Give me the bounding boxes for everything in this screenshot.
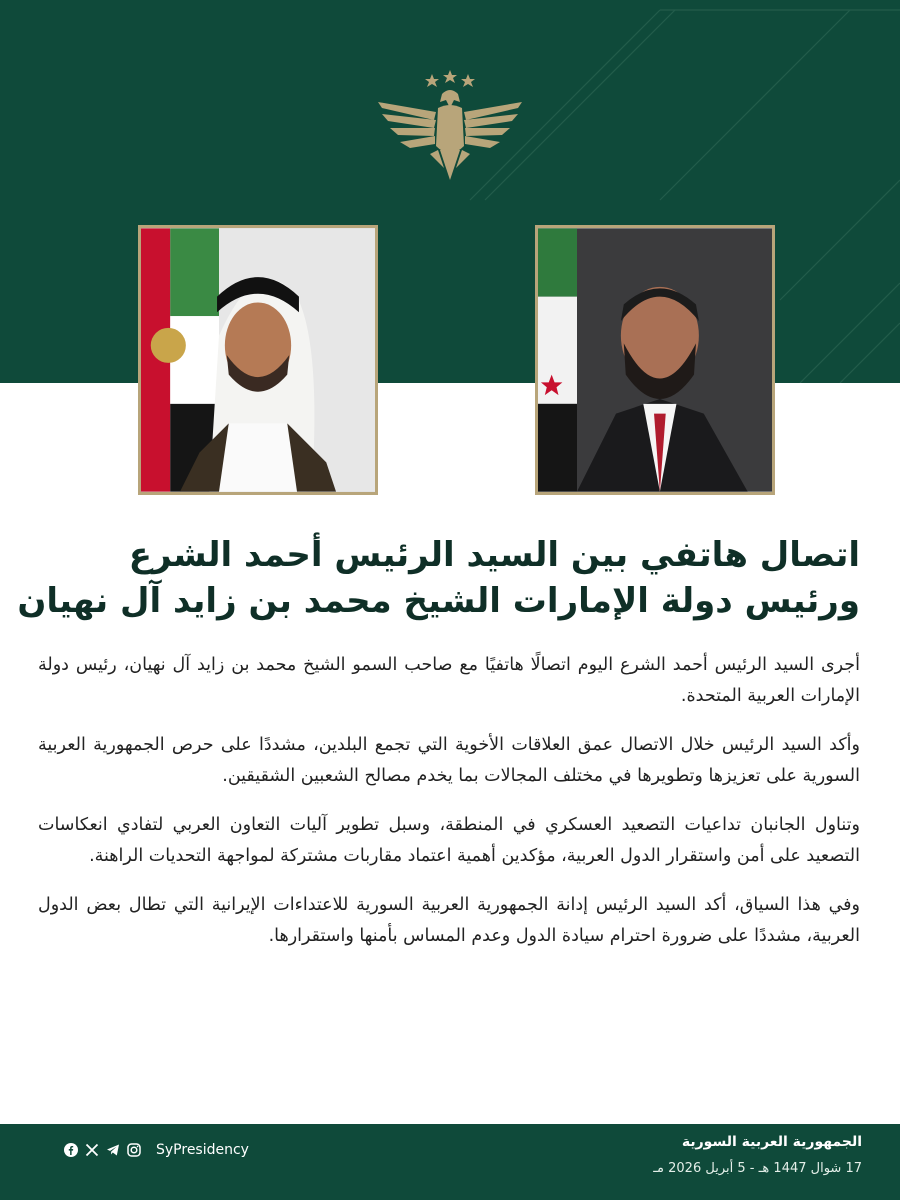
article-body [38,650,860,970]
paragraph-1: أجرى السيد الرئيس أحمد الشرع اليوم اتصالًا هاتفيًا مع صاحب السمو الشيخ محمد بن زايد آل نهيان، رئيس دولة الإمارات العربية المتحدة. [38,655,860,706]
paragraph-4: وفي هذا السياق، أكد السيد الرئيس إدانة الجمهورية العربية السورية للاعتداءات الإيرانية التي تطال بعض الدول العربية، مشددًا على ضرورة احترام سيادة الدول وعدم المساس بأمنها واستقرارها. [38,895,860,946]
portrait-right [535,225,775,495]
portrait-left-illustration [141,228,375,492]
paragraph-3: وتناول الجانبان تداعيات التصعيد العسكري في المنطقة، وسبل تطوير آليات التعاون العربي لتفادي انعكاسات التصعيد على أمن واستقرار الدول العربية، مؤكدين أهمية اعتماد مقاربات مشتركة لمواجهة التحديات الراهنة. [38,815,860,866]
headline-line-1: اتصال هاتفي بين السيد الرئيس أحمد الشرع [128,535,860,575]
x-icon[interactable] [85,1143,99,1157]
portrait-left [138,225,378,495]
telegram-icon[interactable] [106,1143,120,1157]
footer-date: 17 شوال 1447 هـ - 5 أبريل 2026 مـ [653,1161,862,1176]
social-handle[interactable]: SyPresidency [156,1142,249,1158]
footer [0,1124,900,1200]
headline [17,532,860,624]
instagram-icon[interactable] [127,1143,141,1157]
portrait-right-illustration [538,228,772,492]
eagle-emblem-icon [372,68,528,184]
social-links [64,1142,249,1158]
facebook-icon[interactable] [64,1143,78,1157]
footer-title: الجمهورية العربية السورية [681,1134,862,1150]
paragraph-2: وأكد السيد الرئيس خلال الاتصال عمق العلاقات الأخوية التي تجمع البلدين، مشددًا على حرص الجمهورية العربية السورية على تعزيزها وتطويرها في مختلف المجالات بما يخدم مصالح الشعبين الشقيقين. [38,735,860,786]
headline-line-2: ورئيس دولة الإمارات الشيخ محمد بن زايد آل نهيان [17,581,860,621]
